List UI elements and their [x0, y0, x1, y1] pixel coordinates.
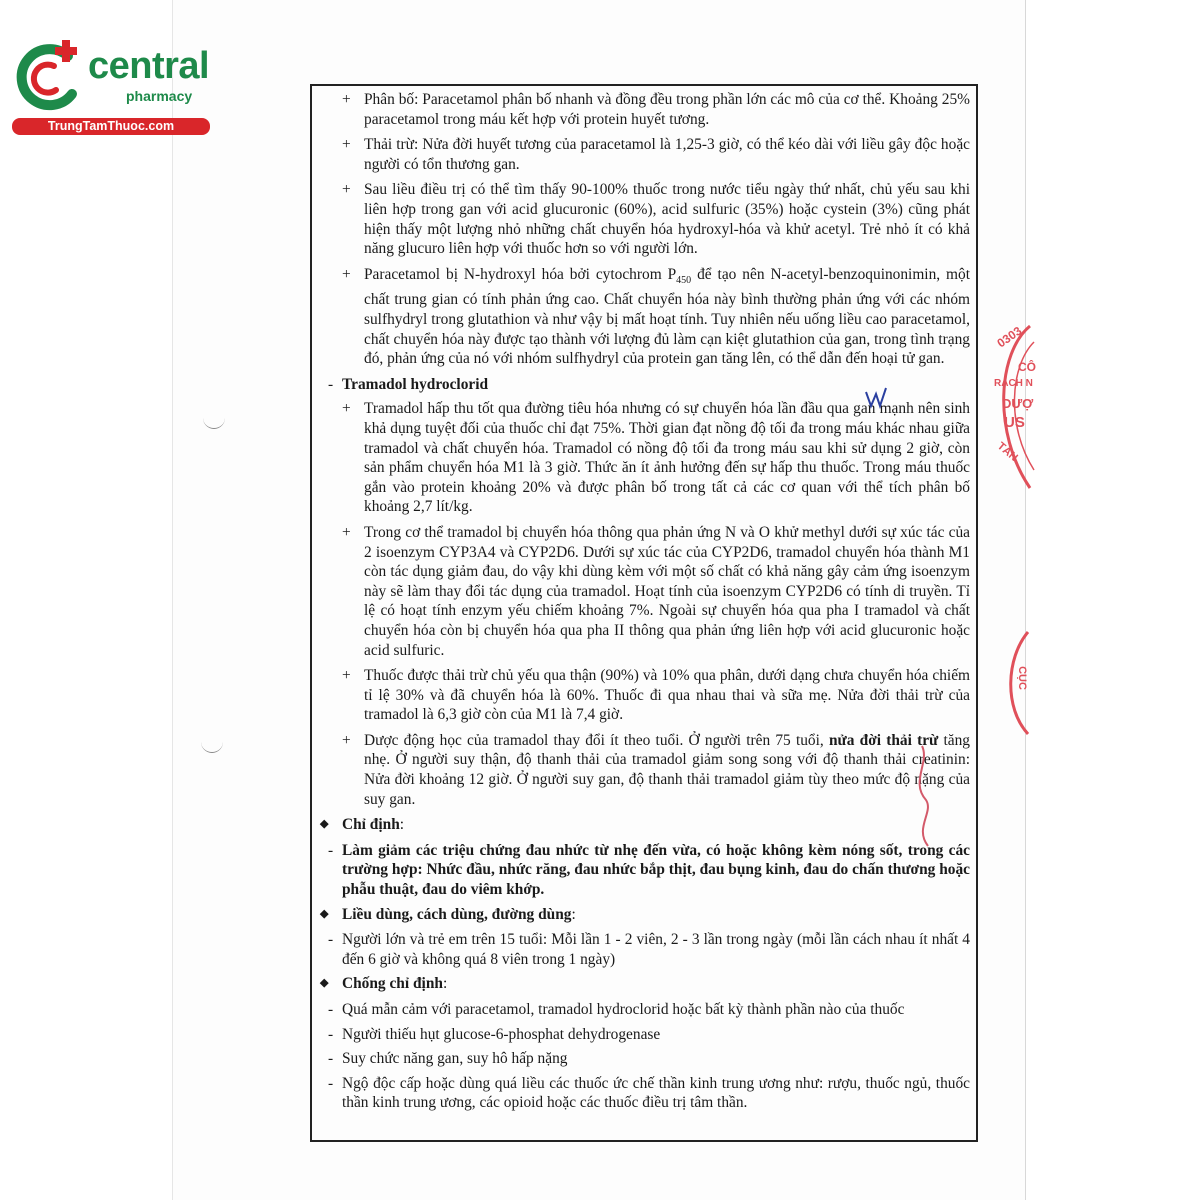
contraindication-item: - Suy chức năng gan, suy hô hấp nặng	[322, 1049, 970, 1069]
dosage-heading-colon: :	[571, 905, 576, 923]
elderly-text-2: tăng nhẹ. Ở người suy thận, độ thanh thải của tramadol giảm song song với độ thanh thải creatinin: Nửa đời khoảng 12 giờ. Ở người suy gan, độ thanh thải tramadol giảm tùy theo mức độ nặng của suy gan.	[364, 731, 971, 808]
p450-text-1: Paracetamol bị N-hydroxyl hóa bởi cytochrom P	[364, 265, 677, 283]
handwritten-initial-mark	[862, 384, 892, 414]
seal-fragment-text: CỤC	[1015, 666, 1028, 690]
seal-text-5: US	[1004, 414, 1025, 431]
contraindication-heading	[322, 974, 970, 994]
brand-name: central	[88, 45, 210, 87]
official-seal	[990, 322, 1040, 492]
tramadol-metabolism-item: + Trong cơ thể tramadol bị chuyển hóa thông qua phản ứng N và O khử methyl dưới sự xúc tác của 2 isoenzym CYP3A4 và CYP2D6. Dưới sự xúc tác của CYP2D6, tramadol chuyển hóa thành M1 còn tác dụng giảm đau, do vậy khi dùng kèm với một số chất có khả năng gây cảm ứng isoenzym này sẽ làm thay đổi tác dụng của tramadol. Hoạt tính của isoenzym CYP2D6 có tính di truyền. Tỉ lệ có hoạt tính enzym yếu chiếm khoảng 7%. Ngoài sự chuyển hóa qua pha I tramadol và chất chuyển hóa còn bị chuyển hóa qua pha II thông qua phản ứng liên hợp với acid glucuronic hoặc acid sulfuric.	[322, 523, 970, 660]
seal-text-6: TÂN	[994, 440, 1020, 464]
indication-heading-text: Chỉ định	[342, 816, 400, 834]
brand-subtitle: pharmacy	[126, 88, 193, 104]
tramadol-elderly-item	[322, 731, 970, 809]
seal-text-2: CÔ	[1018, 360, 1036, 374]
indication-bold-text: Làm giảm các triệu chứng đau nhức từ nhẹ đến vừa, có hoặc không kèm nóng sốt, trong các trường hợp: Nhức đầu, nhức răng, đau nhức bắp thịt, đau bụng kinh, đau do chấn thương hoặc phẫu thuật, đau do viêm khớp.	[342, 841, 970, 899]
official-seal-lower	[1002, 628, 1032, 738]
central-pharmacy-logo-icon	[10, 38, 90, 118]
seal-text-4: DƯỢ	[1002, 396, 1034, 411]
contraindication-item: - Ngộ độc cấp hoặc dùng quá liều các thuốc ức chế thần kinh trung ương như: rượu, thuốc ngủ, thuốc thần kinh trung ương, các opioid hoặc các thuốc điều trị tâm thần.	[322, 1074, 970, 1113]
p450-text-2: để tạo nên N-acetyl-benzoquinonimin, một chất trung gian có tính phản ứng cao. Chất chuyển hóa này bình thường phản ứng với các nhóm sulfhydryl trong glutathion và như vậy bị mất hoạt tính. Tuy nhiên nếu uống liều cao paracetamol, chất chuyển hóa này được tạo thành với lượng đủ làm cạn kiệt glutathion của gan, trong tình trạng đó, phản ứng của nó với nhóm sulfhydryl của protein gan tăng lên, có thể dẫn đến hoại tử gan.	[364, 265, 970, 368]
contraindication-item: - Quá mẫn cảm với paracetamol, tramadol hydroclorid hoặc bất kỳ thành phần nào của thuốc	[322, 1000, 970, 1020]
elderly-bold: nửa đời thải trừ	[828, 731, 939, 749]
indication-heading	[322, 815, 970, 835]
dosage-heading	[322, 905, 970, 925]
handwritten-signature-mark	[904, 742, 944, 852]
tramadol-heading-text: Tramadol hydroclorid	[342, 375, 489, 393]
dosage-heading-text: Liều dùng, cách dùng, đường dùng	[342, 905, 572, 923]
metabolism-item	[322, 265, 970, 369]
seal-text-1: 0303	[994, 323, 1025, 351]
seal-text-3: RÁCH N	[994, 378, 1033, 389]
p450-subscript: 450	[676, 274, 692, 286]
contraindication-item: - Người thiếu hụt glucose-6-phosphat dehydrogenase	[322, 1025, 970, 1045]
contraindication-heading-colon: :	[442, 975, 448, 993]
elimination-item: + Thải trừ: Nửa đời huyết tương của paracetamol là 1,25-3 giờ, có thể kéo dài với liều gây độc hoặc người có tổn thương gan.	[322, 135, 970, 174]
contraindication-heading-text: Chống chỉ định	[342, 975, 443, 993]
urinary-excretion-item: + Sau liều điều trị có thể tìm thấy 90-100% thuốc trong nước tiểu ngày thứ nhất, chủ yếu sau khi liên hợp trong gan với acid glucuronic (60%), acid sulfuric (35%) hoặc cystein (3%) cũng phát hiện thấy một lượng nhỏ những chất chuyển hóa hydroxyl-hóa và khử acetyl. Trẻ nhỏ ít có khả năng glucuro liên hợp với thuốc hơn so với người lớn.	[322, 180, 970, 258]
brand-url[interactable]: TrungTamThuoc.com	[12, 118, 210, 135]
leaflet-content	[322, 90, 970, 1118]
dosage-text: - Người lớn và trẻ em trên 15 tuổi: Mỗi lần 1 - 2 viên, 2 - 3 lần trong ngày (mỗi lần cách nhau ít nhất 4 đến 6 giờ và không quá 8 viên trong 1 ngày)	[322, 930, 970, 969]
indication-heading-colon: :	[399, 816, 405, 834]
indication-text	[322, 841, 970, 900]
elderly-text-1: Dược động học của tramadol thay đổi ít theo tuổi. Ở người trên 75 tuổi,	[364, 731, 829, 749]
distribution-item: + Phân bố: Paracetamol phân bố nhanh và đồng đều trong phần lớn các mô của cơ thể. Khoảng 25% paracetamol trong máu kết hợp với protein huyết tương.	[322, 90, 970, 129]
tramadol-excretion-item: + Thuốc được thải trừ chủ yếu qua thận (90%) và 10% qua phân, dưới dạng chưa chuyển hóa chiếm tỉ lệ 30% và đã chuyển hóa là 60%. Thuốc đi qua nhau thai và sữa mẹ. Nửa đời thải trừ của tramadol là 6,3 giờ còn của M1 là 7,4 giờ.	[322, 666, 970, 725]
tramadol-absorption-item: + Tramadol hấp thu tốt qua đường tiêu hóa nhưng có sự chuyển hóa lần đầu qua gan mạnh nên sinh khả dụng tuyệt đối của thuốc chỉ đạt 75%. Thời gian đạt nồng độ tối đa trong máu khác nhau giữa tramadol và chất chuyển hóa. Tramadol có nồng độ tối đa trong máu sau khi sử dụng 2 giờ, còn sản phẩm chuyển hóa M1 là 3 giờ. Thức ăn ít ảnh hưởng đến sự hấp thu thuốc. Trong máu thuốc gắn vào protein khoảng 20% và được phân bố trong tất cả các cơ quan với thể tích phân bố khoảng 2,7 lít/kg.	[322, 399, 970, 517]
